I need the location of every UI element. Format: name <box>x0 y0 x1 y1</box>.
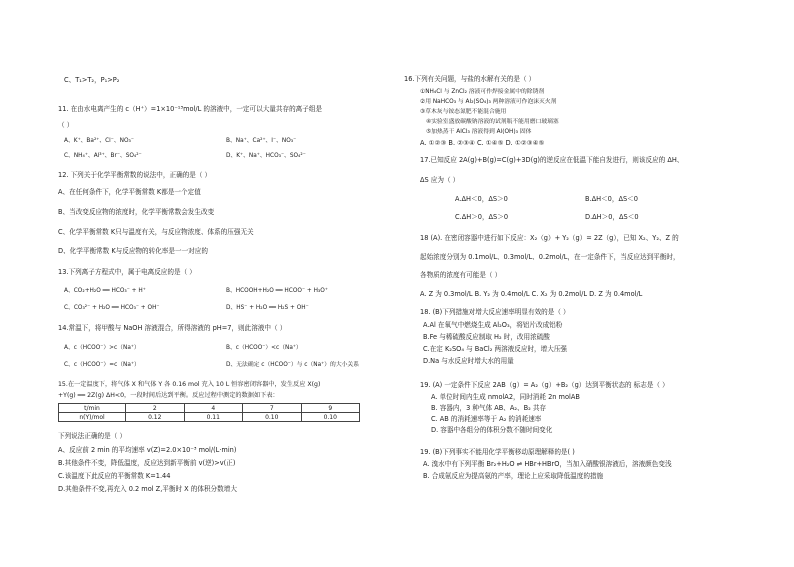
q10-option-c: C、T₁>T₂，P₁>P₂ <box>64 76 120 84</box>
q16-options: A. ①②③ B. ②③④ C. ①④⑤ D. ①②③④⑤ <box>420 139 545 147</box>
q18b-option-b: B.Fe 与稀硫酸反应制取 H₂ 时，改用浓硫酸 <box>423 333 550 341</box>
q13-option-d: D、HS⁻ + H₂O ══ H₂S + OH⁻ <box>226 305 309 311</box>
q12-option-c: C、化学平衡常数 K只与温度有关，与反应物浓度、体系的压强无关 <box>58 228 254 236</box>
q18a-options: A. Z 为 0.3mol/L B. Y₂ 为 0.4mol/L C. X₂ 为 0.2mol/L D. Z 为 0.4mol/L <box>420 290 643 298</box>
q19b-option-b: B. 合成氨反应为提高氨的产率，理论上应采取降低温度的措施 <box>423 472 604 480</box>
q18b-option-d: D.Na 与水反应时增大水的用量 <box>423 357 514 365</box>
q11-stem: 11. 在由水电离产生的 c（H⁺）=1×10⁻¹³mol/L 的溶液中，一定可以大量共存的离子组是 <box>58 105 323 113</box>
q18b-option-c: C.在定 K₂SO₄ 与 BaCl₂ 两溶液反应时，增大压强 <box>423 345 568 353</box>
table-cell: t/min <box>59 404 126 413</box>
table-row <box>59 404 360 413</box>
q17-option-b: B.ΔH＜0，ΔS＜0 <box>585 195 638 203</box>
q16-item-5: ⑤加热蒸干 AlCl₃ 溶液得到 Al(OH)₃ 固体 <box>426 129 532 135</box>
q16-stem: 16.下列有关问题，与盐的水解有关的是（ ） <box>404 75 536 83</box>
q12-option-a: A、在任何条件下，化学平衡常数 K都是一个定值 <box>58 188 201 196</box>
table-cell: 0.12 <box>126 413 185 422</box>
table-cell: 7 <box>243 404 302 413</box>
right-column <box>397 0 794 567</box>
q17-option-c: C.ΔH＞0，ΔS＞0 <box>455 213 509 221</box>
q15-ask: 下列说法正确的是（ ） <box>58 432 127 440</box>
q15-data-table <box>58 403 360 422</box>
q19a-option-c: C. AB 的消耗速率等于 A₂ 的消耗速率 <box>431 415 542 423</box>
q13-option-b: B、HCOOH+H₂O ══ HCOO⁻ + H₃O⁺ <box>226 288 328 294</box>
table-cell: 0.10 <box>301 413 360 422</box>
q16-item-4: ④实验室盛放碳酸钠溶液的试剂瓶不能用磨口玻璃塞 <box>426 119 559 125</box>
q18a-stem-line2: 起始浓度分别为 0.1mol/L、0.3mol/L、0.2mol/L，在一定条件下，当反应达到平衡时， <box>420 253 680 261</box>
q12-option-b: B、当改变反应物的浓度时，化学平衡常数会发生改变 <box>58 208 215 216</box>
q11-option-d: D、K⁺、Na⁺、HCO₃⁻、SO₄²⁻ <box>226 153 306 159</box>
q18b-option-a: A.Al 在氧气中燃烧生成 Al₂O₃，将铝片改成铝粉 <box>423 321 563 329</box>
q19b-stem: 19. (B)下列事实不能用化学平衡移动原理解释的是( ) <box>420 448 575 456</box>
q14-option-d: D、无法确定 c（HCOO⁻）与 c（Na⁺）的大小关系 <box>226 362 360 368</box>
table-cell: n(Y)/mol <box>59 413 126 422</box>
q17-option-a: A.ΔH＜0，ΔS＞0 <box>455 195 508 203</box>
q16-item-2: ②用 NaHCO₃ 与 Al₂(SO₄)₃ 两种溶液可作泡沫灭火剂 <box>420 99 557 105</box>
q11-option-a: A、K⁺、Ba²⁺、Cl⁻、NO₃⁻ <box>64 138 134 144</box>
q17-stem-line1: 17.已知反应 2A(g)+B(g)=C(g)+3D(g)的逆反应在低温下能自发进行，则该反应的 ΔH、 <box>420 156 684 164</box>
q19b-option-a: A. 溴水中有下列平衡 Br₂+H₂O ⇌ HBr+HBrO，当加入硝酸银溶液后，溶液颜色变浅 <box>423 460 672 468</box>
q18a-stem-line1: 18 (A). 在密闭容器中进行如下反应：X₂（g）+ Y₂（g）= 2Z（g），已知 X₂、Y₂、Z 的 <box>420 234 679 242</box>
table-cell: 0.11 <box>184 413 243 422</box>
q17-option-d: D.ΔH＞0，ΔS＜0 <box>585 213 639 221</box>
q17-stem-line2: ΔS 应为（ ） <box>420 176 460 184</box>
q16-item-3: ③草木灰与铵态氮肥不能混合施用 <box>420 109 507 115</box>
q15-stem-line2: +Y(g) ══ 2Z(g) ΔH<0，一段时间后达到平衡。反应过程中测定的数据如下表： <box>58 392 279 399</box>
q19a-option-b: B. 容器内，3 种气体 AB、A₂、B₂ 共存 <box>431 404 547 412</box>
q14-option-b: B、c（HCOO⁻）<c（Na⁺） <box>226 345 302 351</box>
q16-item-1: ①NH₄Cl 与 ZnCl₂ 溶液可作焊接金属中的除锈剂 <box>420 89 545 95</box>
q19a-option-a: A. 单位时间内生成 nmolA2，同时消耗 2n molAB <box>431 393 580 401</box>
table-cell: 4 <box>184 404 243 413</box>
q19a-stem: 19. (A) 一定条件下反应 2AB（g）= A₂（g）+B₂（g）达到平衡状态的 标志是（ ） <box>420 381 669 389</box>
table-row <box>59 413 360 422</box>
q18a-stem-line3: 各物质的浓度有可能是（ ） <box>420 271 502 279</box>
q14-option-c: C、c（HCOO⁻）=c（Na⁺） <box>64 362 140 368</box>
q12-stem: 12. 下列关于化学平衡常数的说法中，正确的是（ ） <box>58 171 212 179</box>
q13-option-c: C、CO₃²⁻ + H₂O ══ HCO₃⁻ + OH⁻ <box>64 305 160 311</box>
q15-option-c: C.该温度下此反应的平衡常数 K=1.44 <box>58 472 171 480</box>
q12-option-d: D、化学平衡常数 K与反应物的转化率是一一对应的 <box>58 247 208 255</box>
q15-option-d: D.其他条件不变,再充入 0.2 mol Z,平衡时 X 的体积分数增大 <box>58 485 237 493</box>
q14-stem: 14.常温下，将甲酸与 NaOH 溶液混合，所得溶液的 pH=7，则此溶液中（ ） <box>58 324 287 332</box>
q18b-stem: 18. (B)下列措施对增大反应速率明显有效的是（ ） <box>420 308 570 316</box>
q11-paren: （ ） <box>58 121 74 129</box>
q15-option-b: B.其他条件不变，降低温度，反应达到新平衡前 v(逆)>v(正) <box>58 459 236 467</box>
q13-option-a: A、CO₂+H₂O ══ HCO₃⁻ + H⁺ <box>64 288 146 294</box>
table-cell: 2 <box>126 404 185 413</box>
q11-option-b: B、Na⁺、Ca²⁺、I⁻、NO₃⁻ <box>226 138 297 144</box>
q15-stem-line1: 15.在一定温度下，将气体 X 和气体 Y 各 0.16 mol 充入 10 L 恒容密闭容器中，发生反应 X(g) <box>58 381 321 388</box>
q11-option-c: C、NH₄⁺、Al³⁺、Br⁻、SO₄²⁻ <box>64 153 142 159</box>
table-cell: 9 <box>301 404 360 413</box>
q14-option-a: A、c（HCOO⁻）>c（Na⁺） <box>64 345 140 351</box>
q15-option-a: A、反应前 2 min 的平均速率 v(Z)=2.0×10⁻³ mol/(L·min) <box>58 446 237 454</box>
q19a-option-d: D. 容器中各组分的体积分数不随时间变化 <box>431 426 553 434</box>
table-cell: 0.10 <box>243 413 302 422</box>
q13-stem: 13.下列离子方程式中，属于电离反应的是（ ） <box>58 268 196 276</box>
